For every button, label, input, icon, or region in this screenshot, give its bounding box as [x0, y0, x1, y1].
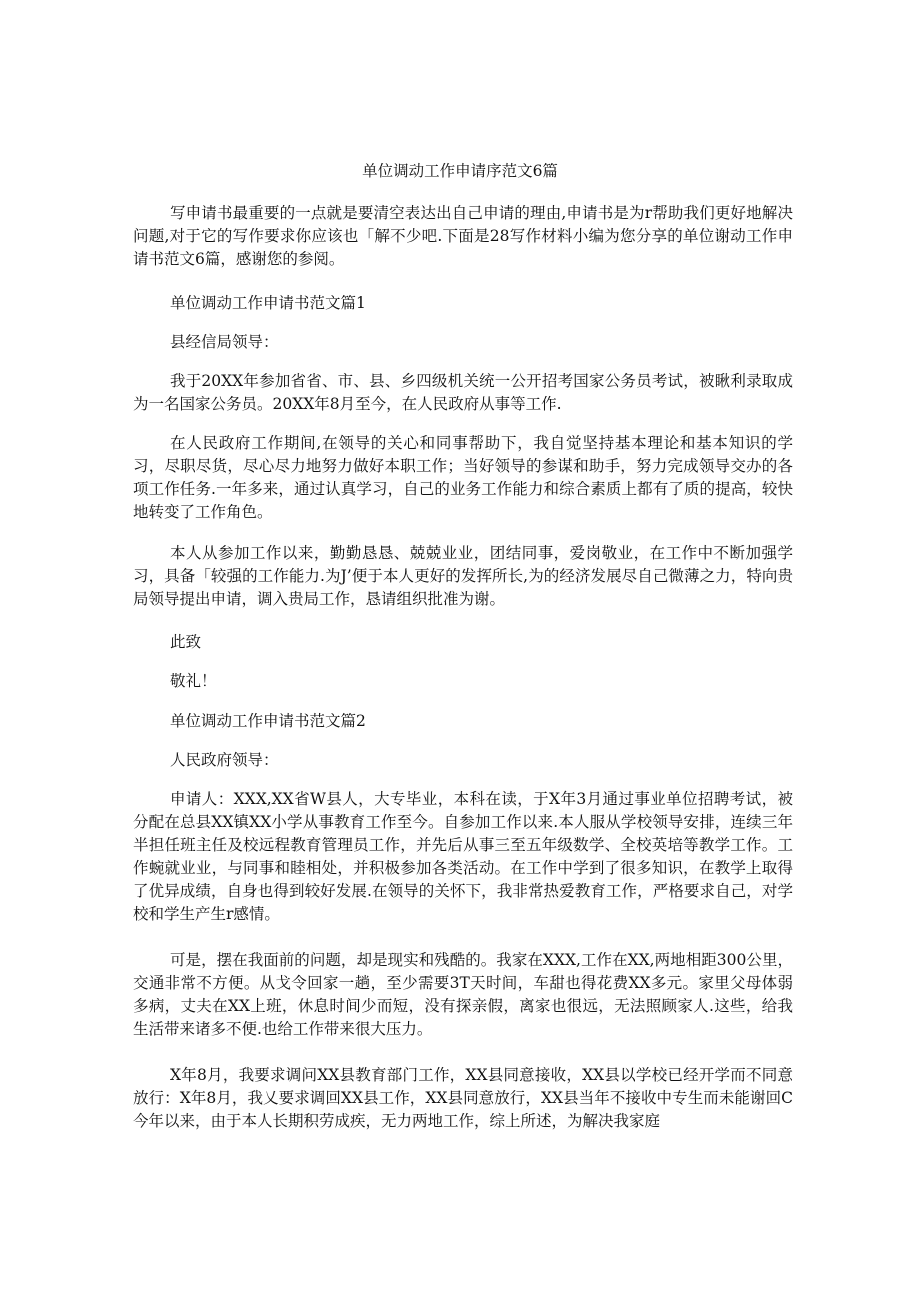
- section1-paragraph-1: 我于20XX年参加省省、市、县、乡四级机关统一公开招考国家公务员考试，被瞅利录取成为一名国家公务员。20XX年8月至今，在人民政府从事等工作.: [133, 372, 793, 413]
- section2-paragraph-3: X年8月，我要求调问XX县教育部门工作，XX县同意接收，XX县以学校已经开学而不同意放行：X年8月，我乂要求调回XX县工作，XX县同意放行，XX县当年不接收中专生而未能谢回C今年以来，由于本人长期积劳成疾，无力两地工作，综上所述，为解决我家庭: [133, 1066, 793, 1130]
- section1-paragraph-3: 本人从参加工作以来，勤勤恳恳、兢兢业业，团结同事，爱岗敬业，在工作中不断加强学习，具备「较强的工作能力.为J’便于本人更好的发挥所长,为的经济发展尽自己微薄之力，特向贵局领导提出申请，调入贵局工作，恳请组织批准为谢。: [133, 544, 793, 608]
- section2-paragraph-1: 申请人：XXX,XX省W县人，大专毕业，本科在读，于X年3月通过事业单位招聘考试，被分配在总县XX镇XX小学从事教育工作至今。自参加工作以来.本人服从学校领导安排，连续三年半担任班主任及校远程教育管理员工作，并先后从事三至五年级数学、全校英培等教学工作。工作蜿就业业，与同事和睦相处，并积极参加各类活动。在工作中学到了很多知识，在教学上取得了优异成绩，自身也得到较好发展.在领导的关怀下，我非常热爱教育工作，严格要求自己，对学校和学生产生r感情。: [133, 790, 793, 923]
- section2-heading: 单位调动工作申请书范文篇2: [170, 712, 366, 730]
- section1-heading: 单位调动工作申请书范文篇1: [170, 294, 366, 312]
- section2-salutation: 人民政府领导：: [170, 751, 279, 769]
- intro-paragraph: 写申请书最重要的一点就是要清空表达出自己申请的理由,申请书是为r帮助我们更好地解决问题,对于它的写作要求你应该也「解不少吧.下面是28写作材料小编为您分享的单位谢动工作申请书范文6篇，感谢您的参阅。: [133, 204, 793, 268]
- document-title: 单位调动工作申请序范文6篇: [362, 162, 558, 180]
- closing-cizhi: 此致: [170, 633, 202, 651]
- section2-paragraph-2: 可是，摆在我面前的问题，却是现实和残酷的。我家在XXX,工作在XX,两地相距300公里，交通非常不方便。从戈令回家一趟，至少需要3T天时间，车甜也得花费XX多元。家里父母体弱多病，丈夫在XX上班，休息时间少而短，没有探亲假，离家也很远，无法照顾家人.这些，给我生活带来诸多不便.也给工作带来很大压力。: [133, 951, 793, 1038]
- closing-jingli: 敬礼！: [170, 672, 217, 690]
- section1-paragraph-2: 在人民政府工作期间,在领导的关心和同事帮助下，我自觉坚持基本理论和基本知识的学习，尽职尽货，尽心尽力地努力做好本职工作；当好领导的参谋和助手，努力完成领导交办的各项工作任务.一年多来，通过认真学习，自己的业务工作能力和综合素质上都有了质的提高，较快地转变了工作角色。: [133, 434, 793, 521]
- section1-salutation: 县经信局领导：: [170, 333, 279, 351]
